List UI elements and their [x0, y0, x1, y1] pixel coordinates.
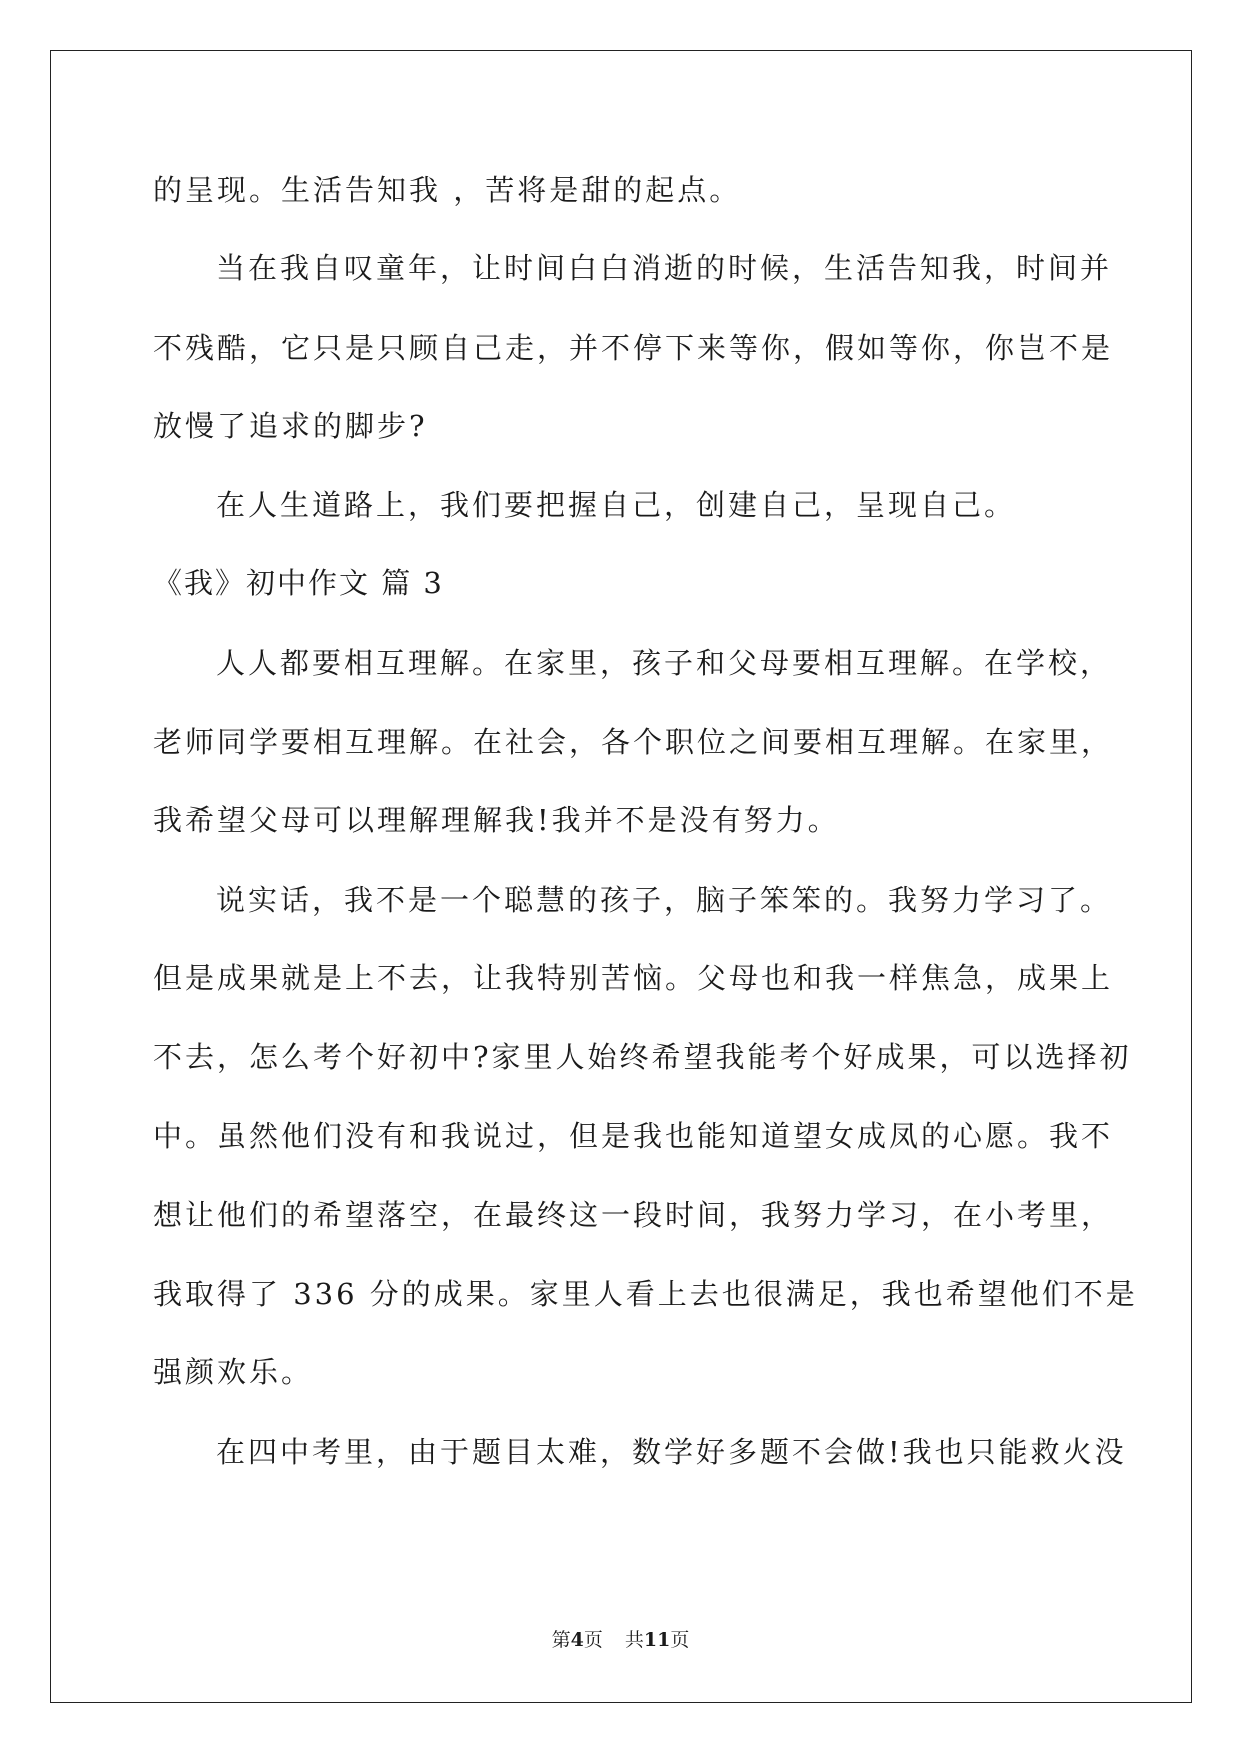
- page-prefix: 第: [551, 1629, 571, 1651]
- text-line: 放慢了追求的脚步?: [153, 409, 428, 443]
- text-line: 的呈现。生活告知我 ，苦将是甜的起点。: [153, 173, 742, 207]
- page-footer: [0, 1628, 1241, 1652]
- total-suffix: 页: [670, 1629, 690, 1651]
- page-suffix: 页: [583, 1629, 603, 1651]
- text-line: 当在我自叹童年，让时间白白消逝的时候，生活告知我，时间并: [216, 251, 1113, 285]
- text-line: 中。虽然他们没有和我说过，但是我也能知道望女成凤的心愿。我不: [153, 1119, 1114, 1153]
- text-line: 我取得了 336 分的成果。家里人看上去也很满足，我也希望他们不是: [153, 1277, 1138, 1311]
- page-number: [552, 1629, 603, 1651]
- text-line: 强颜欢乐。: [153, 1355, 314, 1389]
- text-line: 老师同学要相互理解。在社会，各个职位之间要相互理解。在家里，: [153, 725, 1114, 759]
- total-count: 11: [643, 1629, 671, 1651]
- text-line: 但是成果就是上不去，让我特别苦恼。父母也和我一样焦急，成果上: [153, 961, 1114, 995]
- text-line: 我希望父母可以理解理解我!我并不是没有努力。: [153, 803, 840, 837]
- text-line: 想让他们的希望落空，在最终这一段时间，我努力学习，在小考里，: [153, 1198, 1114, 1232]
- page-total: [625, 1629, 689, 1651]
- text-line: 在四中考里，由于题目太难，数学好多题不会做!我也只能救火没: [216, 1435, 1127, 1469]
- total-prefix: 共: [624, 1629, 644, 1651]
- page-current: 4: [570, 1629, 584, 1651]
- text-line: 说实话，我不是一个聪慧的孩子，脑子笨笨的。我努力学习了。: [216, 883, 1113, 917]
- text-line: 不去，怎么考个好初中?家里人始终希望我能考个好成果，可以选择初: [153, 1040, 1132, 1074]
- text-line: 不残酷，它只是只顾自己走，并不停下来等你，假如等你，你岂不是: [153, 331, 1114, 365]
- text-line: 人人都要相互理解。在家里，孩子和父母要相互理解。在学校，: [216, 646, 1113, 680]
- text-line: 在人生道路上，我们要把握自己，创建自己，呈现自己。: [216, 488, 1017, 522]
- section-heading: 《我》初中作文 篇 3: [153, 566, 444, 600]
